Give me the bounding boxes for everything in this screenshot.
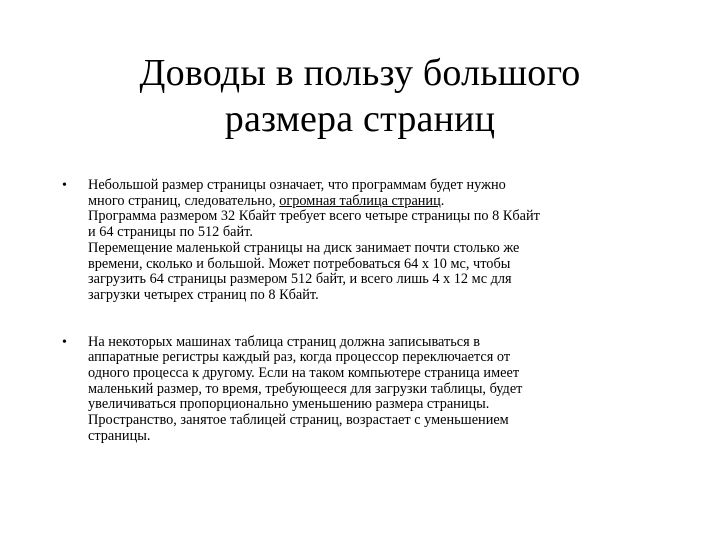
text-line: Небольшой размер страницы означает, что программам будет нужно xyxy=(88,177,506,193)
text-line: увеличиваться пропорционально уменьшению размера страницы. xyxy=(88,396,490,413)
title-line-1: Доводы в пользу большого xyxy=(139,52,581,94)
text-line xyxy=(88,194,678,210)
bullet-text xyxy=(88,335,678,445)
bullet-text xyxy=(88,178,678,304)
text-fragment: много страниц, следовательно, xyxy=(88,192,280,209)
slide-title xyxy=(60,50,660,142)
text-line: загрузки четырех страниц по 8 Кбайт. xyxy=(88,286,319,303)
text-line: Программа размером 32 Кбайт требует всего четыре страницы по 8 Кбайт xyxy=(88,208,540,225)
bullet-item-1 xyxy=(58,178,678,304)
text-line: времени, сколько и большой. Может потребоваться 64 х 10 мс, чтобы xyxy=(88,255,511,272)
bullet-marker: • xyxy=(62,334,67,350)
bullet-list xyxy=(58,178,678,445)
bullet-marker: • xyxy=(62,178,67,193)
text-line: На некоторых машинах таблица страниц должна записываться в xyxy=(88,333,481,350)
text-line: аппаратные регистры каждый раз, когда процессор переключается от xyxy=(88,349,511,366)
text-line: Пространство, занятое таблицей страниц, возрастает с уменьшением xyxy=(88,412,509,429)
text-fragment: . xyxy=(440,192,445,209)
text-line: одного процесса к другому. Если на таком компьютере страница имеет xyxy=(88,365,520,382)
bullet-item-2 xyxy=(58,335,678,445)
text-line: и 64 страницы по 512 байт. xyxy=(88,224,253,241)
title-line-2: размера страниц xyxy=(224,98,496,140)
text-line: Перемещение маленькой страницы на диск занимает почти столько же xyxy=(88,239,520,256)
underlined-phrase: огромная таблица страниц xyxy=(279,192,441,209)
text-line: загрузить 64 страницы размером 512 байт, и всего лишь 4 х 12 мс для xyxy=(88,271,512,288)
text-line: маленький размер, то время, требующееся для загрузки таблицы, будет xyxy=(88,380,523,397)
text-line: страницы. xyxy=(88,427,151,444)
